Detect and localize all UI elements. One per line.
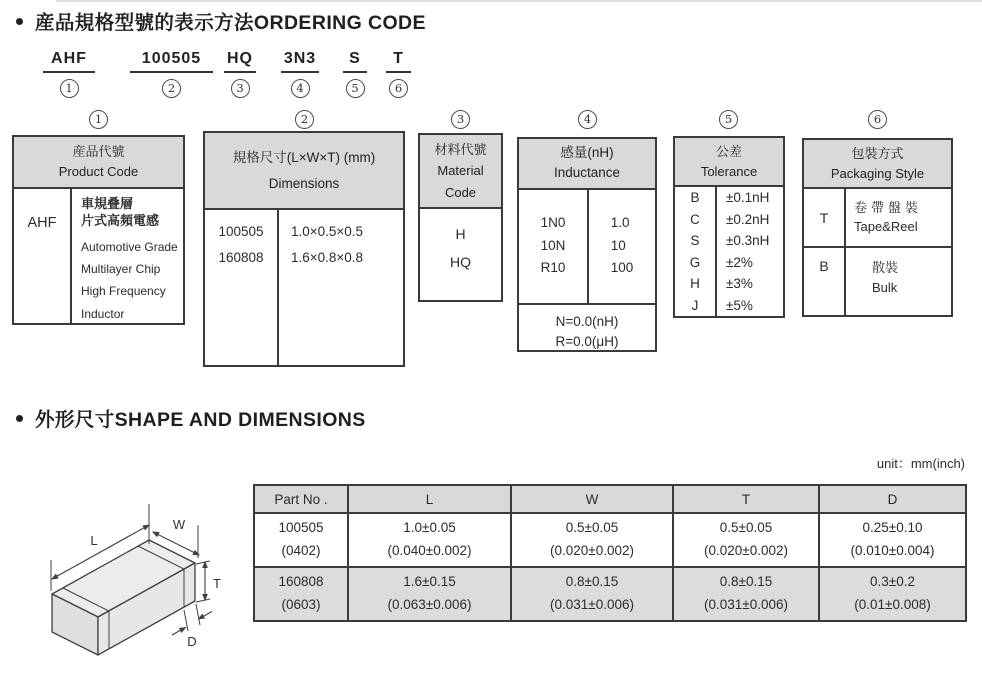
box-circled-number-5: 5 xyxy=(719,110,738,129)
cell-l xyxy=(348,513,511,567)
code-segment-size xyxy=(130,50,213,98)
cell-w xyxy=(511,513,673,567)
text-line: Bulk xyxy=(872,279,898,295)
section-title-text: 産品規格型號的表示方法ORDERING CODE xyxy=(35,12,426,34)
section-title-text: 外形尺寸SHAPE AND DIMENSIONS xyxy=(35,409,366,431)
text-line: (0402) xyxy=(281,542,321,558)
packaging-desc xyxy=(846,189,951,246)
text-line: 100505 xyxy=(218,224,264,240)
text-line: (0.031±0.006) xyxy=(550,596,634,612)
packaging-box xyxy=(802,138,953,317)
tolerance-value: ±5% xyxy=(715,295,783,317)
box-header-zh: 材料代號 xyxy=(434,142,487,157)
text-line: 0.8±0.15 xyxy=(719,573,773,589)
box-header-en: Packaging Style xyxy=(830,165,925,181)
text-line: 0.5±0.05 xyxy=(565,520,619,535)
code-segment-value: S xyxy=(343,50,367,73)
tolerance-value: ±2% xyxy=(715,252,783,274)
dimensions-box-body xyxy=(205,210,403,365)
box-circled-number-6: 6 xyxy=(868,110,887,129)
code-segment-product xyxy=(43,50,95,98)
text-line: 1.0×0.5×0.5 xyxy=(291,224,364,240)
cell-l xyxy=(348,567,511,621)
tolerance-code: S xyxy=(690,233,700,249)
box-header-zh: 規格尺寸(L×W×T) (mm) xyxy=(232,150,376,165)
text-line: 片式高頻電感 xyxy=(81,213,160,229)
ordering-code-example xyxy=(0,50,982,105)
text-line: 100505 xyxy=(278,520,324,535)
product-code-box-header xyxy=(14,137,183,189)
bullet-icon xyxy=(16,415,23,422)
material-box-header xyxy=(420,135,501,209)
circled-number-1: 1 xyxy=(60,79,79,98)
cell-d xyxy=(819,567,966,621)
dim-arrow-d-left xyxy=(172,628,186,636)
size-values xyxy=(279,210,403,365)
dimensions-table-wrap xyxy=(253,484,967,622)
text-line: (0.063±0.006) xyxy=(387,596,472,612)
dim-label-d: D xyxy=(187,634,197,649)
code-segment-value: 3N3 xyxy=(281,50,319,73)
text-line: (0.010±0.004) xyxy=(850,542,935,558)
box-header-en: Material xyxy=(437,163,484,179)
box-header-en: Code xyxy=(444,184,477,200)
cell-t xyxy=(673,567,819,621)
table-row-160808 xyxy=(254,567,966,621)
tolerance-code: G xyxy=(689,254,701,270)
text-line: 0.3±0.2 xyxy=(870,573,915,589)
text-line: 1.6×0.8×0.8 xyxy=(291,249,364,265)
text-line: (0.031±0.006) xyxy=(704,596,788,612)
text-line: 卷帶盤裝 xyxy=(854,199,923,215)
box-header-en: Tolerance xyxy=(700,163,758,179)
bullet-icon xyxy=(16,18,23,25)
shape-dimensions-section-title xyxy=(16,404,366,432)
tolerance-code: C xyxy=(690,211,700,227)
text-line: N=0.0(nH) xyxy=(555,313,619,329)
packaging-code: T xyxy=(804,189,846,246)
inductance-codes xyxy=(519,190,589,303)
col-header-part-no: Part No . xyxy=(254,485,348,513)
tolerance-grid xyxy=(675,187,783,316)
text-line: H xyxy=(455,226,466,243)
product-description xyxy=(72,189,183,323)
text-line: High Frequency xyxy=(81,284,166,299)
col-header-t: T xyxy=(673,485,819,513)
table-header-row xyxy=(254,485,966,513)
cell-w xyxy=(511,567,673,621)
col-header-w: W xyxy=(511,485,673,513)
dim-label-t: T xyxy=(213,576,221,591)
tolerance-box xyxy=(673,136,785,318)
circled-number-5: 5 xyxy=(346,79,365,98)
dimensions-box-header xyxy=(205,133,403,210)
cell-t xyxy=(673,513,819,567)
product-code-box-body xyxy=(14,189,183,323)
text-line: 10N xyxy=(540,237,566,253)
inductance-values xyxy=(589,190,655,303)
text-line: Automotive Grade xyxy=(81,240,178,255)
text-line: 0.25±0.10 xyxy=(862,520,923,535)
circled-number-2: 2 xyxy=(162,79,181,98)
text-line: 1.6±0.15 xyxy=(403,573,456,589)
text-line: 160808 xyxy=(278,573,324,589)
box-circled-number-3: 3 xyxy=(451,110,470,129)
dim-label-w: W xyxy=(172,517,186,532)
cell-part-no xyxy=(254,567,348,621)
box-header-en: Inductance xyxy=(553,165,621,181)
material-codes xyxy=(420,209,501,300)
code-segment-value: AHF xyxy=(43,50,95,73)
packaging-desc xyxy=(846,248,951,315)
circled-number-3: 3 xyxy=(231,79,250,98)
text-line: Multilayer Chip xyxy=(81,262,161,277)
tolerance-code: H xyxy=(690,276,700,292)
packaging-code: B xyxy=(804,248,846,315)
circled-number-6: 6 xyxy=(389,79,408,98)
cell-d xyxy=(819,513,966,567)
size-codes xyxy=(205,210,279,365)
text-line: (0603) xyxy=(281,596,321,612)
text-line: (0.020±0.002) xyxy=(704,542,788,558)
cell-part-no xyxy=(254,513,348,567)
text-line: 0.8±0.15 xyxy=(565,573,619,589)
text-line: 車規叠層 xyxy=(81,196,134,212)
box-header-zh: 感量(nH) xyxy=(560,145,614,160)
inductance-columns xyxy=(519,190,655,305)
dim-arrow-d-right xyxy=(199,612,213,620)
tolerance-value: ±0.2nH xyxy=(715,209,783,231)
code-segment-value: HQ xyxy=(224,50,256,73)
code-segment-packaging xyxy=(386,50,411,98)
text-line: (0.020±0.002) xyxy=(550,542,634,558)
box-header-zh: 包裝方式 xyxy=(851,146,904,161)
product-code-value: AHF xyxy=(14,189,72,323)
text-line: R10 xyxy=(540,260,566,276)
box-circled-number-1: 1 xyxy=(89,110,108,129)
tolerance-value: ±0.3nH xyxy=(715,230,783,252)
text-line: Inductor xyxy=(81,306,125,321)
inductance-box xyxy=(517,137,657,352)
chip-outline-diagram xyxy=(10,498,260,675)
material-code-box xyxy=(418,133,503,302)
circled-number-4: 4 xyxy=(291,79,310,98)
packaging-row-tape xyxy=(804,189,951,248)
box-header-en: Dimensions xyxy=(268,175,340,191)
dimensions-code-box xyxy=(203,131,405,367)
packaging-row-bulk xyxy=(804,248,951,315)
dim-label-l: L xyxy=(90,533,98,548)
inductance-box-header xyxy=(519,139,655,190)
text-line: Tape&Reel xyxy=(854,218,918,234)
text-line: 1.0±0.05 xyxy=(403,520,456,535)
table-row-100505 xyxy=(254,513,966,567)
text-line: (0.01±0.008) xyxy=(854,596,931,612)
dimensions-table xyxy=(253,484,967,622)
code-segment-tolerance xyxy=(343,50,367,98)
box-header-zh: 産品代號 xyxy=(72,144,125,159)
ordering-code-section-title xyxy=(16,7,426,35)
text-line: 0.5±0.05 xyxy=(719,520,773,535)
product-desc-zh xyxy=(81,196,181,230)
text-line: 散裝 xyxy=(872,260,899,275)
text-line: 10 xyxy=(610,237,626,253)
code-segment-inductance xyxy=(281,50,319,98)
text-line: 1.0 xyxy=(610,214,630,230)
inductance-note xyxy=(519,305,655,354)
packaging-box-header xyxy=(804,140,951,189)
box-circled-number-2: 2 xyxy=(295,110,314,129)
box-header-en: Product Code xyxy=(58,164,139,180)
col-header-l: L xyxy=(348,485,511,513)
text-line: HQ xyxy=(450,253,471,270)
col-header-d: D xyxy=(819,485,966,513)
code-segment-material xyxy=(224,50,256,98)
box-header-zh: 公差 xyxy=(715,144,742,159)
code-segment-value: 100505 xyxy=(130,50,213,73)
text-line: (0.040±0.002) xyxy=(387,542,472,558)
text-line: 160808 xyxy=(218,249,264,265)
product-code-box xyxy=(12,135,185,325)
tolerance-code: J xyxy=(691,297,699,313)
unit-label: unit：mm(inch) xyxy=(876,456,965,471)
text-line: 100 xyxy=(610,260,634,276)
text-line: R=0.0(μH) xyxy=(555,334,619,350)
code-segment-value: T xyxy=(386,50,411,73)
text-line: 1N0 xyxy=(540,214,566,230)
tolerance-box-header xyxy=(675,138,783,187)
tolerance-code: B xyxy=(690,190,700,206)
product-desc-en xyxy=(81,236,181,325)
tolerance-value: ±0.1nH xyxy=(715,187,783,209)
page-top-artifact xyxy=(56,0,982,2)
tolerance-value: ±3% xyxy=(715,273,783,295)
box-circled-number-4: 4 xyxy=(578,110,597,129)
